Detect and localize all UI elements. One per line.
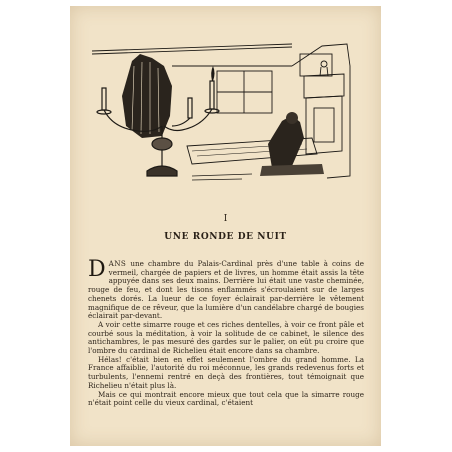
chapter-title: UNE RONDE DE NUIT [164, 232, 287, 242]
paragraph-3: Hélas! c'était bien en effet seulement l'ombre du grand homme. La France affaiblie, l'autorité du roi méconnue, les grands redevenus forts et turbulents, l'ennemi rentré en deçà des frontières, tout témoignait que Richelieu n'était plus là. [88, 354, 364, 390]
book-page [70, 6, 381, 446]
paragraph-1 [88, 257, 364, 321]
paragraph-4: Mais ce qui montrait encore mieux que tout cela que la simarre rouge n'était point celle du vieux cardinal, c'étaient [88, 389, 364, 408]
paragraph-1-text: une chambre du Palais-Cardinal près d'une table à coins de vermeil, chargée de papiers et de livres, un homme était assis la tête appuyée dans ses deux mains. Derrière lui était une vaste cheminée, rouge de feu, et dont les tisons enflammés s'écroulaient sur de larges chenets dorés. La lueur de ce foyer éclairait par-derrière le vêtement magnifique de ce rêveur, que la lumière d'un candélabre chargé de bougies éclairait par-devant. [88, 259, 364, 321]
drop-cap: D [88, 257, 106, 282]
paragraph-2: A voir cette simarre rouge et ces riches dentelles, à voir ce front pâle et courbé sous la méditation, à voir la solitude de ce cabinet, le silence des antichambres, le pas mesuré des gardes sur le palier, on eût pu croire que l'ombre du cardinal de Richelieu était encore dans sa chambre. [88, 319, 364, 356]
chapter-illustration [92, 26, 362, 191]
first-word-rest: ANS [108, 259, 127, 268]
chapter-body [88, 257, 364, 408]
chapter-number: I [223, 214, 228, 224]
